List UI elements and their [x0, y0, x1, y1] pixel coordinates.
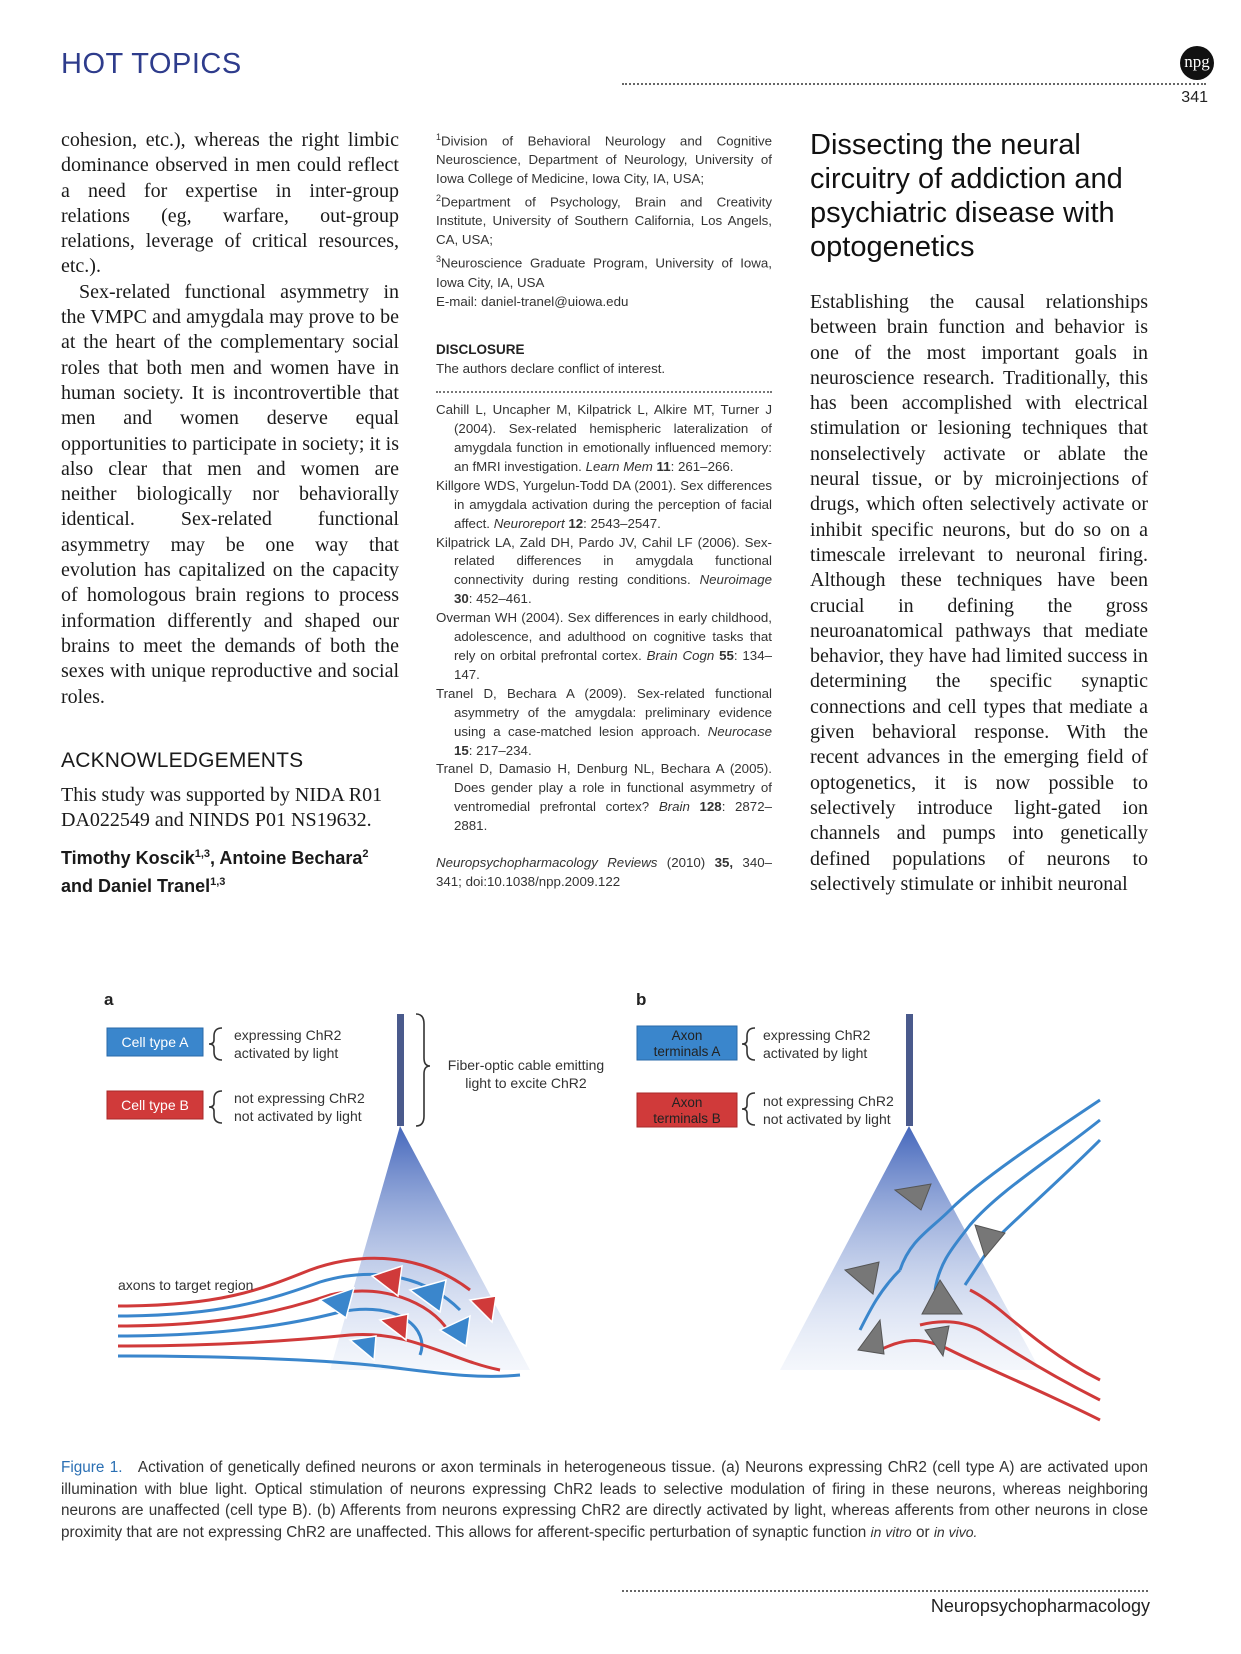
article-body: Establishing the causal relationships between brain function and behavior is one of the most important goals in neuroscience research. Traditionally, this has been accomplished with electrical stimulation or lesioning techniques that nonselectively activate or ablate the neural tissue, or by microinjections of drugs, which often selectively activate or inhibit specific neurons, but do so on a timescale irrelevant to neuronal firing. Although these techniques have been crucial in defining the gross neuroanatomical pathways that mediate behavior, they have had limited success in determining the specific synaptic connections and cell types that mediate a given behavioral response. With the recent advances in the emerging field of optogenetics, it is now possible to selectively introduce light-gated ion channels and pumps into genetically defined populations of neurons to selectively stimulate or inhibit neuronal — [810, 291, 1148, 895]
cell-b-desc: not expressing ChR2 — [234, 1090, 365, 1106]
section-header: HOT TOPICS — [61, 48, 242, 80]
figure-label[interactable]: Figure 1. — [61, 1459, 123, 1476]
cell-type-b-label: Cell type B — [121, 1097, 189, 1113]
axon-b-desc: not expressing ChR2 — [763, 1093, 894, 1109]
bracket-icon — [742, 1028, 755, 1060]
page-number: 341 — [1181, 89, 1208, 106]
axon-a-desc: activated by light — [763, 1045, 868, 1061]
axon-b-desc: not activated by light — [763, 1111, 891, 1127]
bracket-icon — [209, 1028, 222, 1060]
fiber-label: light to excite ChR2 — [465, 1075, 587, 1091]
axon-a-label: Axon — [671, 1028, 703, 1043]
fiber-label: Fiber-optic cable emitting — [447, 1057, 605, 1073]
reference-item: Overman WH (2004). Sex differences in early childhood, adolescence, and adulthood on cognitive tasks that rely on orbital prefrontal cortex. Brain Cogn 55: 134–147. — [436, 610, 772, 682]
affiliations — [436, 128, 772, 311]
author-name: Antoine Bechara — [219, 847, 363, 868]
cell-type-a-label: Cell type A — [121, 1034, 189, 1050]
affiliation: $^2$Department of Psychology, Brain and Creativity Institute, University of Southern California, Los Angels, CA, USA; — [436, 193, 772, 248]
acknowledgements-text: This study was supported by NIDA R01 DA022549 and NINDS P01 NS19632. — [61, 784, 383, 832]
author-name: Timothy Koscik — [61, 847, 195, 868]
bracket-icon — [742, 1093, 755, 1125]
reference-item: Killgore WDS, Yurgelun-Todd DA (2001). Sex differences in amygdala activation during the perception of facial affect. Neuroreport 12: 2543–2547. — [436, 477, 772, 531]
reference-item: Tranel D, Damasio H, Denburg NL, Bechara A (2005). Does gender play a role in functional asymmetry of ventromedial prefrontal cortex? Brain 128: 2872–2881. — [436, 761, 772, 834]
header-rule — [622, 83, 1206, 85]
fiber-optic-cable — [906, 1014, 913, 1126]
figure-caption: Figure 1. Activation of genetically defined neurons or axon terminals in heterogeneous tissue. (a) Neurons expressing ChR2 (cell type A) are activated upon illumination with blue light. Optical stimulation of neurons expressing ChR2 leads to selective modulation of firing in these neurons, whereas neighboring neurons are unaffected (cell type B). (b) Afferents from neurons expressing ChR2 are directly activated by light, whereas afferents from other neurons in close proximity that are not expressing ChR2 are unaffected. This allows for afferent-specific perturbation of synaptic function in vitro or in vivo. — [61, 1459, 1149, 1541]
disclosure-heading: DISCLOSURE — [436, 342, 525, 358]
reference-item: Tranel D, Bechara A (2009). Sex-related functional asymmetry of the amygdala: preliminary evidence using a case-matched lesion approach. Neurocase 15: 217–234. — [436, 685, 772, 758]
affiliation: $^1$Division of Behavioral Neurology and Cognitive Neuroscience, Department of Neurology, University of Iowa College of Medicine, Iowa City, IA, USA; — [436, 132, 772, 187]
affiliation: $^3$Neuroscience Graduate Program, University of Iowa, Iowa City, IA, USA — [436, 254, 772, 290]
column-right — [810, 128, 1148, 897]
divider — [436, 391, 772, 393]
acknowledgements-heading: ACKNOWLEDGEMENTS — [61, 748, 304, 772]
footer-journal: Neuropsychopharmacology — [930, 1596, 1150, 1616]
journal-citation: Neuropsychopharmacology Reviews (2010) 35, 340–341; doi:10.1038/npp.2009.122 — [436, 855, 773, 889]
panel-a-label: a — [104, 990, 114, 1009]
figure-1 — [0, 990, 1241, 1450]
column-middle — [436, 128, 772, 892]
npg-logo: npg — [1180, 46, 1214, 80]
axon-a-desc: expressing ChR2 — [763, 1027, 871, 1043]
axons-label: axons to target region — [118, 1277, 254, 1293]
reference-item: Kilpatrick LA, Zald DH, Pardo JV, Cahil LF (2006). Sex-related differences in amygdala functional connectivity during resting conditions. Neuroimage 30: 452–461. — [436, 534, 772, 607]
author-name: Daniel Tranel — [98, 875, 211, 896]
bracket-icon — [416, 1014, 430, 1126]
paragraph: Sex-related functional asymmetry in the VMPC and amygdala may prove to be at the heart of the complementary social roles that both men and women have in human society. It is incontrovertible that men and women deserve equal opportunities to participate in society; it is also clear that men and women are neither biologically nor behaviorally identical. Sex-related functional asymmetry may be one way that evolution has capitalized on the capacity of homologous brain regions to process information differently and shaped our brains to meet the demands of both the sexes with unique reproductive and social roles. — [61, 280, 399, 708]
axon-a-label: terminals A — [653, 1044, 721, 1059]
bracket-icon — [209, 1091, 222, 1123]
optogenetics-illustration — [0, 990, 1241, 1450]
footer-rule — [622, 1590, 1148, 1592]
cell-a-desc: expressing ChR2 — [234, 1027, 342, 1043]
axon-b-label: Axon — [671, 1095, 703, 1110]
article-title: Dissecting the neural circuitry of addiction and psychiatric disease with optogenetics — [810, 129, 1123, 263]
email[interactable]: E-mail: daniel-tranel@uiowa.edu — [436, 293, 629, 309]
author-list: Timothy Koscik$^{1,3}$, Antoine Bechara$^2$ and Daniel Tranel$^{1,3}$ — [61, 847, 369, 896]
axon-b-label: terminals B — [653, 1111, 721, 1126]
column-left — [61, 128, 399, 898]
neuron-gray — [975, 1225, 1005, 1257]
panel-b-label: b — [636, 990, 647, 1009]
cell-b-desc: not activated by light — [234, 1108, 362, 1124]
paragraph: cohesion, etc.), whereas the right limbic dominance observed in men could reflect a need for expertise in inter-group relations (eg, warfare, out-group relations, leverage of critical resources, etc.). — [61, 129, 399, 278]
reference-list — [436, 401, 772, 836]
fiber-optic-cable — [397, 1014, 404, 1126]
reference-item: Cahill L, Uncapher M, Kilpatrick L, Alkire MT, Turner J (2004). Sex-related hemispheric lateralization of amygdala function in emotionally influenced memory: an fMRI investigation. Learn Mem 11: 261–266. — [436, 402, 772, 474]
disclosure-text: The authors declare conflict of interest. — [436, 361, 666, 377]
cell-a-desc: activated by light — [234, 1045, 339, 1061]
